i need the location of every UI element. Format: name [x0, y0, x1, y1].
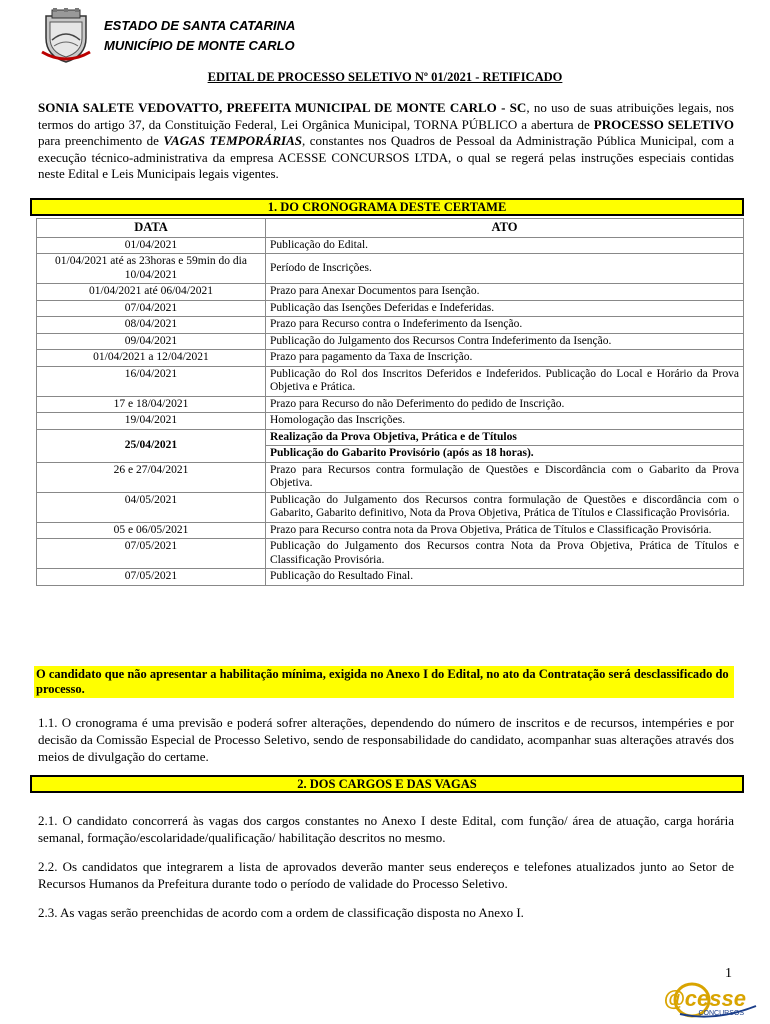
row-date: 25/04/2021 — [37, 429, 266, 462]
row-act: Prazo para Recursos contra formulação de Questões e Discordância com o Gabarito da Prova Objetiva. — [266, 462, 744, 492]
row-act: Prazo para Recurso do não Deferimento do pedido de Inscrição. — [266, 396, 744, 413]
municipality-name: MUNICÍPIO DE MONTE CARLO — [104, 38, 295, 53]
row-date: 09/04/2021 — [37, 333, 266, 350]
row-date: 19/04/2021 — [37, 413, 266, 430]
row-act: Publicação do Julgamento dos Recursos contra formulação de Questões e discordância com o Gabarito, Gabarito definitivo, Nota da Prova Objetiva, Prática de Títulos e Classificação Provisória. — [266, 492, 744, 522]
acesse-logo-subtext: CONCURSOS — [698, 1010, 744, 1017]
row-date: 16/04/2021 — [37, 366, 266, 396]
paragraph-2-2: 2.2. Os candidatos que integrarem a lista de aprovados deverão manter seus endereços e telefones atualizados junto ao Setor de Recursos Humanos da Prefeitura durante todo o período de validade do Processo Seletivo. — [38, 859, 734, 891]
row-act: Prazo para Recurso contra nota da Prova Objetiva, Prática de Títulos e Classificação Provisória. — [266, 522, 744, 539]
table-row — [37, 254, 744, 284]
page-header — [40, 8, 440, 64]
acesse-logo-text: @cesse — [663, 986, 746, 1011]
row-date: 26 e 27/04/2021 — [37, 462, 266, 492]
table-header-row — [37, 219, 744, 238]
section-2-title: 2. DOS CARGOS E DAS VAGAS — [30, 775, 744, 793]
intro-text-2: para preenchimento de — [38, 133, 164, 148]
schedule-table — [36, 218, 744, 586]
paragraph-2-3: 2.3. As vagas serão preenchidas de acordo com a ordem de classificação disposta no Anexo I. — [38, 905, 524, 920]
row-date: 01/04/2021 até 06/04/2021 — [37, 284, 266, 301]
row-act-secondary: Publicação do Gabarito Provisório (após as 18 horas). — [266, 446, 744, 463]
row-act: Publicação das Isenções Deferidas e Indeferidas. — [266, 300, 744, 317]
table-row — [37, 284, 744, 301]
table-row — [37, 522, 744, 539]
row-date: 05 e 06/05/2021 — [37, 522, 266, 539]
row-act: Publicação do Edital. — [266, 237, 744, 254]
intro-paragraph — [38, 100, 734, 183]
row-date: 17 e 18/04/2021 — [37, 396, 266, 413]
row-act: Homologação das Inscrições. — [266, 413, 744, 430]
intro-text-3: , constantes nos Quadros de Pessoal da Administração Pública Municipal, com a execução técnico-administrativa da empresa ACESSE CONCURSOS LTDA, o qual se regerá pelas instruções especiais contidas neste Edital e Leis Municipais legais vigentes. — [38, 133, 734, 181]
table-row — [37, 300, 744, 317]
document-title: EDITAL DE PROCESSO SELETIVO Nº 01/2021 - RETIFICADO — [207, 70, 563, 84]
row-act: Prazo para Recurso contra o Indeferimento da Isenção. — [266, 317, 744, 334]
table-row — [37, 317, 744, 334]
row-act: Prazo para pagamento da Taxa de Inscrição. — [266, 350, 744, 367]
table-row — [37, 492, 744, 522]
municipal-crest-icon — [40, 8, 92, 64]
column-header-date: DATA — [37, 219, 266, 238]
row-date: 07/04/2021 — [37, 300, 266, 317]
paragraph-2-1: 2.1. O candidato concorrerá às vagas dos cargos constantes no Anexo I deste Edital, com função/ área de atuação, carga horária semanal, formação/escolaridade/qualificação/ habilitação descritos no mesmo. — [38, 813, 734, 845]
row-date: 07/05/2021 — [37, 539, 266, 569]
state-name: ESTADO DE SANTA CATARINA — [104, 18, 296, 33]
row-date: 08/04/2021 — [37, 317, 266, 334]
table-row — [37, 333, 744, 350]
row-date: 04/05/2021 — [37, 492, 266, 522]
row-act: Publicação do Resultado Final. — [266, 569, 744, 586]
paragraph-1-1: 1.1. O cronograma é uma previsão e poderá sofrer alterações, dependendo do número de inscritos e de recursos, intempéries e por decisão da Comissão Especial de Processo Seletivo, sendo de responsabilidade do candidato, acompanhar suas alterações através dos meios de divulgação do certame. — [38, 715, 734, 764]
table-row — [37, 350, 744, 367]
intro-vagas: VAGAS TEMPORÁRIAS — [163, 133, 302, 148]
table-row — [37, 413, 744, 430]
page-number: 1 — [725, 966, 732, 981]
row-act: Período de Inscrições. — [266, 254, 744, 284]
row-date: 01/04/2021 a 12/04/2021 — [37, 350, 266, 367]
intro-text-1: , no uso de suas atribuições legais, nos termos do artigo 37, da Constituição Federal, Lei Orgânica Municipal, TORNA PÚBLICO a abertura de — [38, 100, 734, 132]
row-act: Publicação do Rol dos Inscritos Deferidos e Indeferidos. Publicação do Local e Horário da Prova Objetiva e Prática. — [266, 366, 744, 396]
row-act: Prazo para Anexar Documentos para Isenção. — [266, 284, 744, 301]
row-act: Publicação do Julgamento dos Recursos contra Nota da Prova Objetiva, Prática de Títulos e Classificação Provisória. — [266, 539, 744, 569]
table-row — [37, 396, 744, 413]
table-row — [37, 366, 744, 396]
table-row — [37, 462, 744, 492]
table-row — [37, 237, 744, 254]
table-row — [37, 539, 744, 569]
table-row — [37, 429, 744, 446]
row-date: 01/04/2021 — [37, 237, 266, 254]
disqualification-warning: O candidato que não apresentar a habilitação mínima, exigida no Anexo I do Edital, no ato da Contratação será desclassificado do processo. — [34, 666, 734, 698]
column-header-act: ATO — [266, 219, 744, 238]
row-date: 07/05/2021 — [37, 569, 266, 586]
row-date: 01/04/2021 até as 23horas e 59min do dia 10/04/2021 — [37, 254, 266, 284]
table-row — [37, 569, 744, 586]
section-1-title: 1. DO CRONOGRAMA DESTE CERTAME — [30, 198, 744, 216]
intro-process: PROCESSO SELETIVO — [593, 116, 734, 132]
mayor-name: SONIA SALETE VEDOVATTO, PREFEITA MUNICIPAL DE MONTE CARLO - SC — [38, 100, 527, 115]
row-act: Publicação do Julgamento dos Recursos Contra Indeferimento da Isenção. — [266, 333, 744, 350]
row-act: Realização da Prova Objetiva, Prática e de Títulos — [266, 429, 744, 446]
